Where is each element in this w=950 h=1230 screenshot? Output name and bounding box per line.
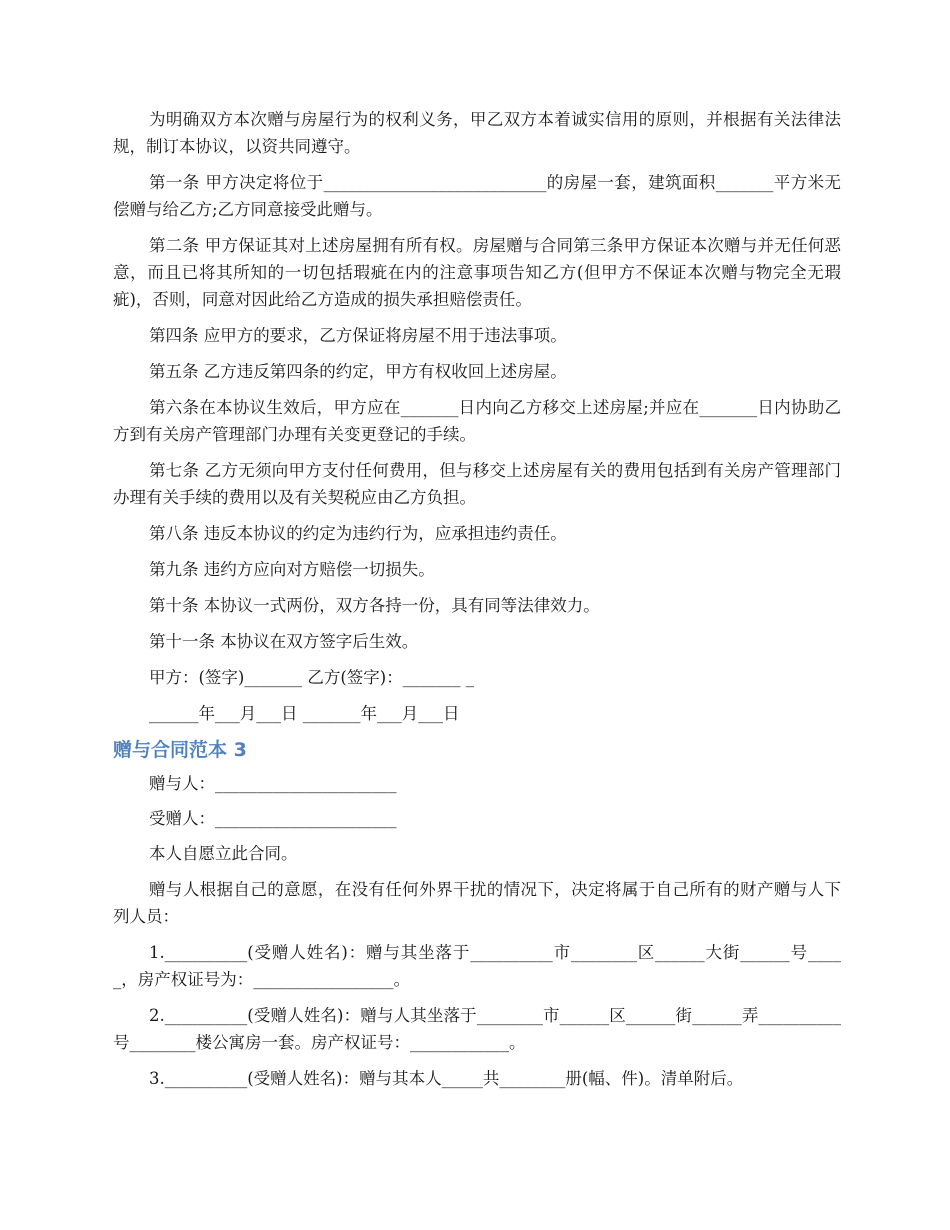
article-10-paragraph: 第十条 本协议一式两份，双方各持一份，具有同等法律效力。 <box>149 596 600 615</box>
donor-line: 赠与人：______________________ <box>149 774 397 793</box>
article-6-paragraph: 第六条在本协议生效后，甲方应在_______日内向乙方移交上述房屋;并应在_______日内协助乙方到有关房产管理部门办理有关变更登记的手续。 <box>113 398 841 444</box>
article-9-paragraph: 第九条 违约方应向对方赔偿一切损失。 <box>149 560 435 579</box>
date-line: ______年___月___日 _______年___月___日 <box>149 704 460 723</box>
section-heading: 赠与合同范本 3 <box>113 739 247 761</box>
signature-line: 甲方：(签字)_______ 乙方(签字)：_______ _ <box>149 668 474 687</box>
donee-line: 受赠人：______________________ <box>149 809 397 828</box>
article-5-paragraph: 第五条 乙方违反第四条的约定，甲方有权收回上述房屋。 <box>149 362 567 381</box>
voluntary-statement: 本人自愿立此合同。 <box>149 844 298 863</box>
donee-item-3: 3.__________(受赠人姓名)：赠与其本人_____共________册(幅、件)。清单附后。 <box>149 1069 744 1088</box>
article-1-paragraph: 第一条 甲方决定将位于___________________________的房屋一套，建筑面积_______平方米无偿赠与给乙方;乙方同意接受此赠与。 <box>113 173 841 219</box>
donee-item-1: 1.__________(受赠人姓名)：赠与其坐落于__________市________区______大街______号_____，房产权证号为：_________________。 <box>113 943 841 989</box>
article-2-paragraph: 第二条 甲方保证其对上述房屋拥有所有权。房屋赠与合同第三条甲方保证本次赠与并无任何恶意，而且已将其所知的一切包括瑕疵在内的注意事项告知乙方(但甲方不保证本次赠与物完全无瑕疵)，否则，同意对因此给乙方造成的损失承担赔偿责任。 <box>113 236 841 309</box>
donation-intent-paragraph: 赠与人根据自己的意愿，在没有任何外界干扰的情况下，决定将属于自己所有的财产赠与人下列人员： <box>113 880 841 926</box>
article-7-paragraph: 第七条 乙方无须向甲方支付任何费用，但与移交上述房屋有关的费用包括到有关房产管理部门办理有关手续的费用以及有关契税应由乙方负担。 <box>113 461 841 507</box>
document-page <box>113 106 841 1101</box>
article-11-paragraph: 第十一条 本协议在双方签字后生效。 <box>149 632 419 651</box>
article-8-paragraph: 第八条 违反本协议的约定为违约行为，应承担违约责任。 <box>149 524 567 543</box>
donee-item-2: 2.__________(受赠人姓名)：赠与人其坐落于________市______区______街______弄__________号________楼公寓房一套。房产权证号：____________。 <box>113 1006 841 1052</box>
article-4-paragraph: 第四条 应甲方的要求，乙方保证将房屋不用于违法事项。 <box>149 326 567 345</box>
intro-paragraph: 为明确双方本次赠与房屋行为的权利义务，甲乙双方本着诚实信用的原则，并根据有关法律法规，制订本协议，以资共同遵守。 <box>113 110 841 156</box>
